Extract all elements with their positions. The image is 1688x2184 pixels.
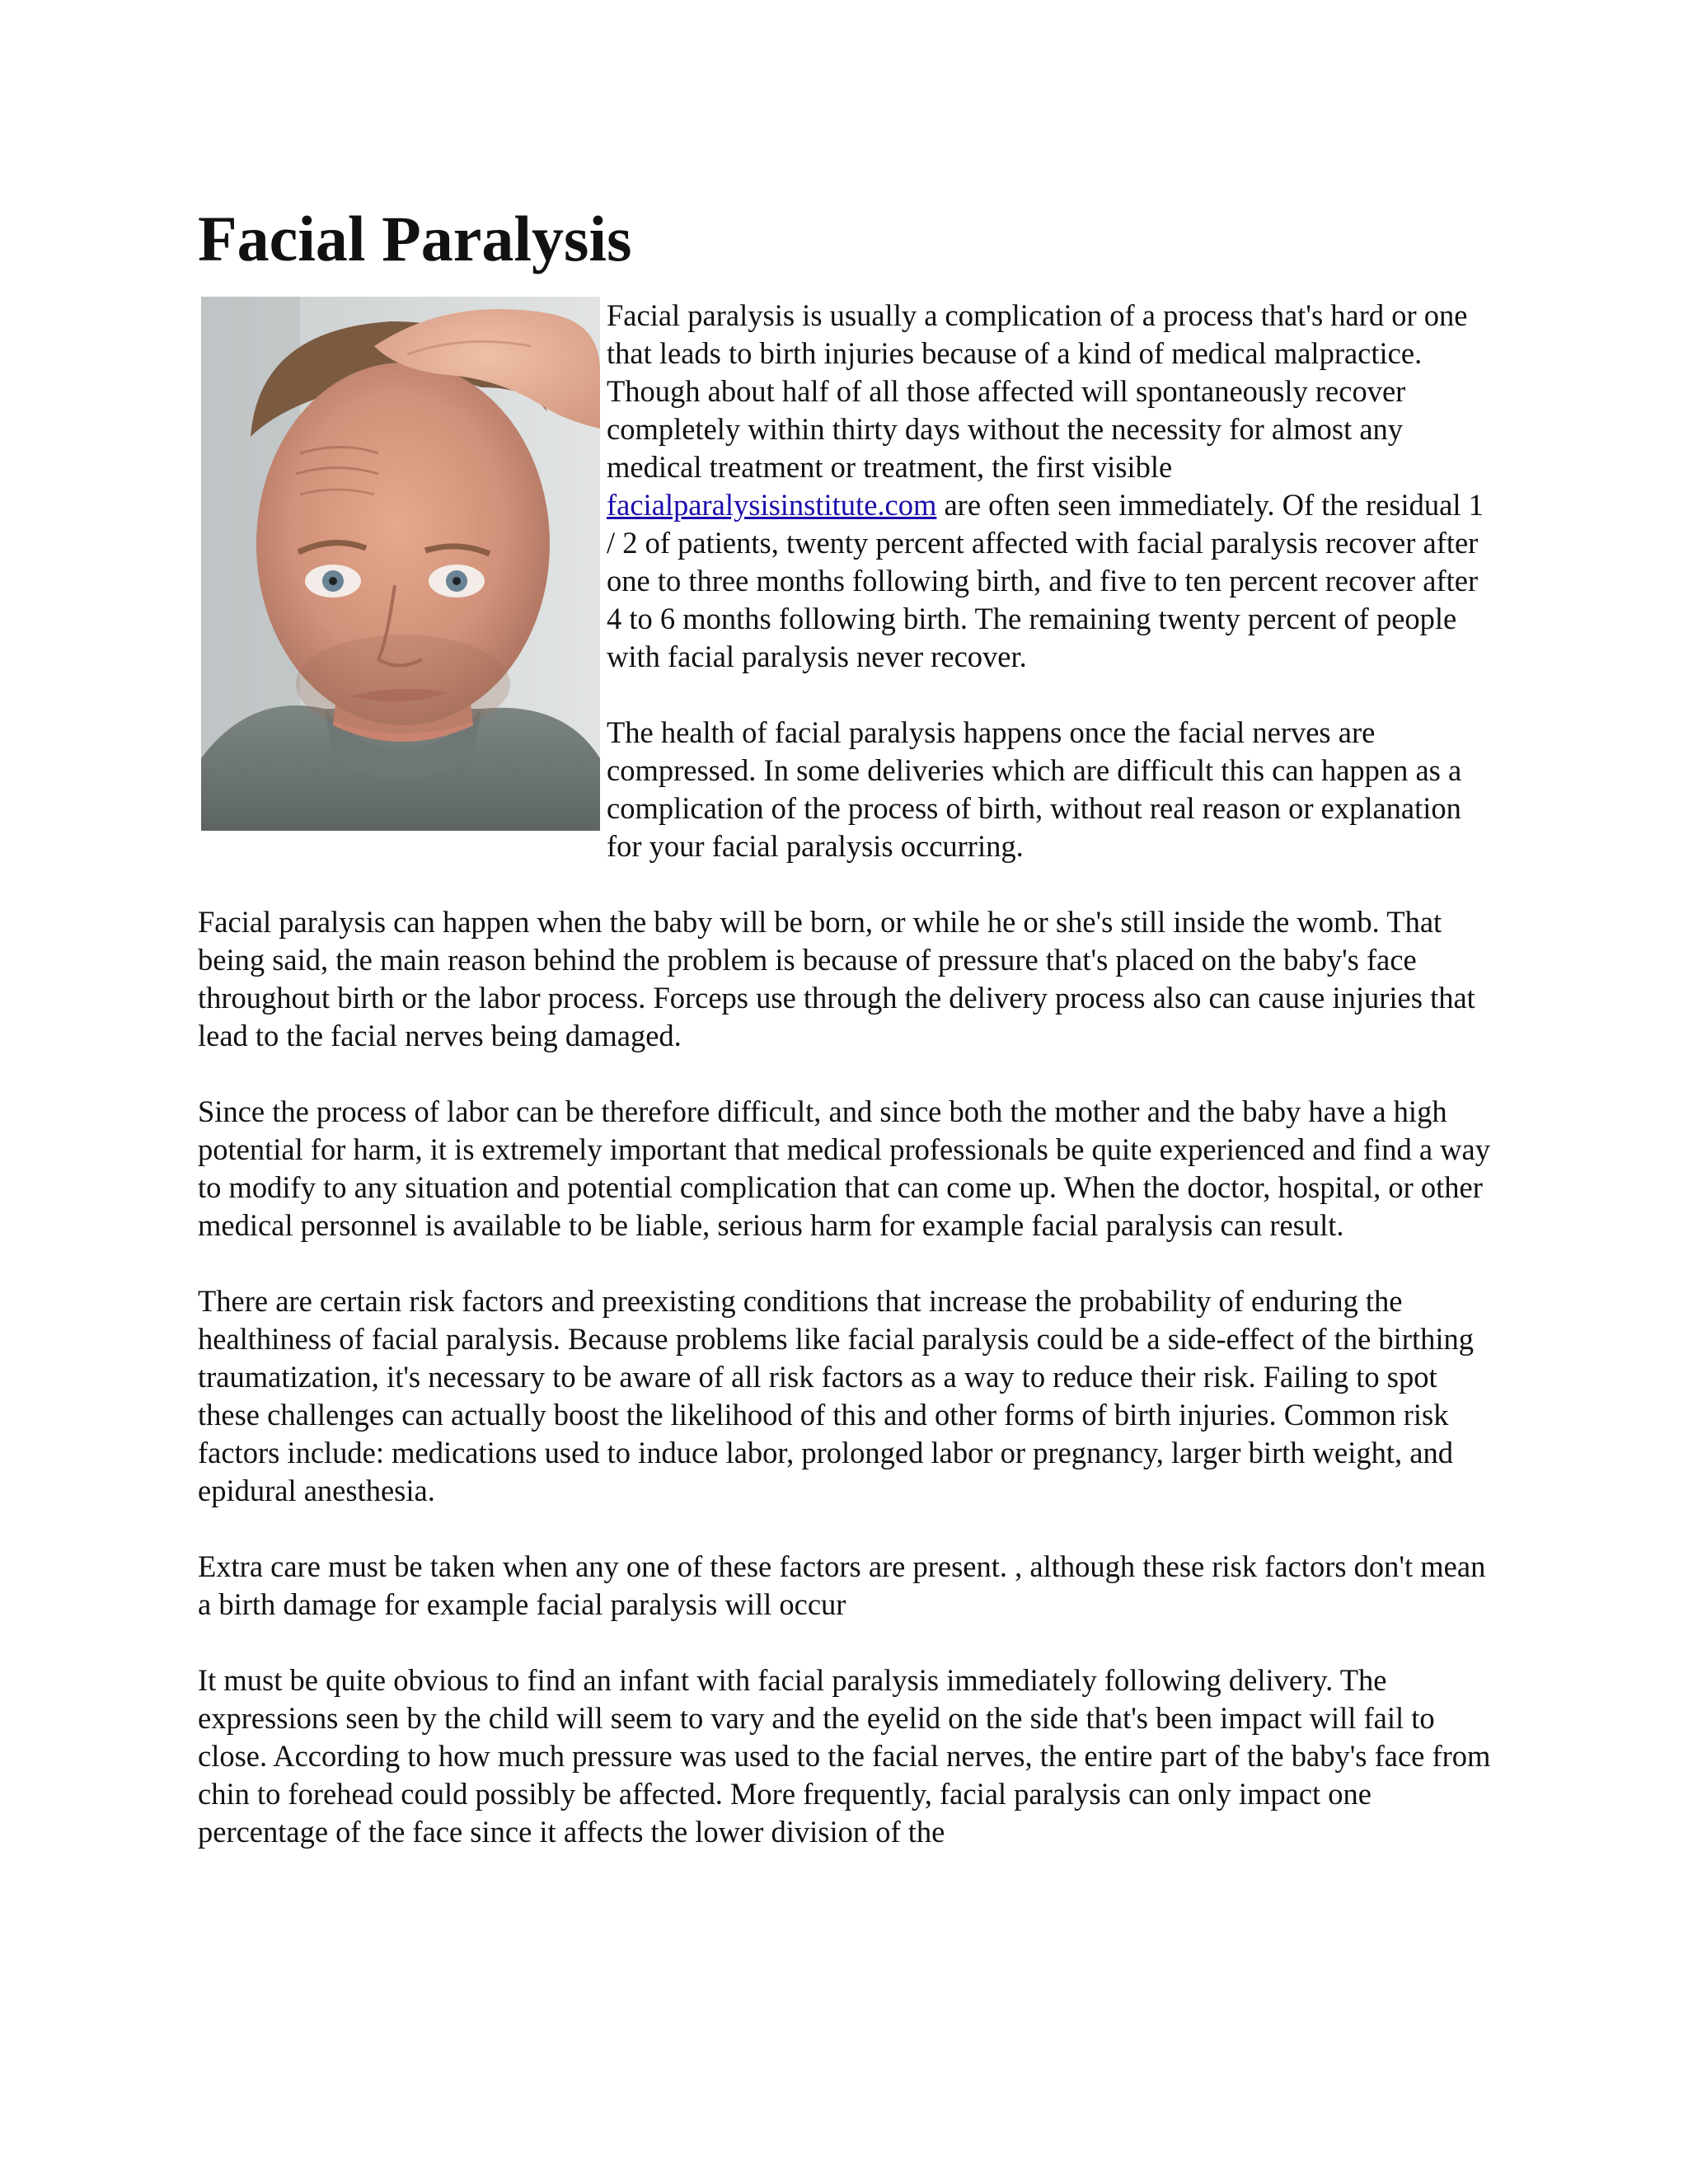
- page-title: Facial Paralysis: [198, 203, 632, 274]
- paragraph-6: Extra care must be taken when any one of these factors are present. , although these risk factors don't mean a birth damage for example facial paralysis will occur: [198, 1549, 1486, 1621]
- paragraph-5: There are certain risk factors and preexisting conditions that increase the probability of enduring the healthiness of facial paralysis. Because problems like facial paralysis could be a side-effect of the birthing traumatization, it's necessary to be aware of all risk factors as a way to reduce their risk. Failing to spot these challenges can actually boost the likelihood of this and other forms of birth injuries. Common risk factors include: medications used to induce labor, prolonged labor or pregnancy, larger birth weight, and epidural anesthesia.: [198, 1284, 1474, 1507]
- paragraph-3: Facial paralysis can happen when the baby will be born, or while he or she's still inside the womb. That being said, the main reason behind the problem is because of pressure that's placed on the baby's face throughout birth or the labor process. Forceps use through the delivery process also can cause injuries that lead to the facial nerves being damaged.: [198, 905, 1475, 1052]
- paragraph-4: Since the process of labor can be therefore difficult, and since both the mother and the baby have a high potential for harm, it is extremely important that medical professionals be quite experienced and find a way to modify to any situation and potential complication that can come up. When the doctor, hospital, or other medical personnel is available to be liable, serious harm for example facial paralysis can result.: [198, 1094, 1490, 1242]
- paragraph-1-text-before: Facial paralysis is usually a complication of a process that's hard or one that leads to birth injuries because of a kind of medical malpractice. Though about half of all those affected will spontaneously recover completely within thirty days without the necessity for almost any medical treatment or treatment, the first visible: [607, 298, 1468, 484]
- paragraph-2: The health of facial paralysis happens once the facial nerves are compressed. In some deliveries which are difficult this can happen as a complication of the process of birth, without real reason or explanation for your facial paralysis occurring.: [607, 715, 1462, 863]
- document-page: [198, 198, 1492, 1851]
- paragraph-1-text-after: are often seen immediately. Of the residual 1 / 2 of patients, twenty percent affected with facial paralysis recover after one to three months following birth, and five to ten percent recover after 4 to 6 months following birth. The remaining twenty percent of people with facial paralysis never recover.: [607, 488, 1484, 673]
- man-face-photo-icon: [201, 297, 600, 831]
- paragraph-7: It must be quite obvious to find an infant with facial paralysis immediately following delivery. The expressions seen by the child will seem to vary and the eyelid on the side that's been impact will fail to close. According to how much pressure was used to the facial nerves, the entire part of the baby's face from chin to forehead could possibly be affected. More frequently, facial paralysis can only impact one percentage of the face since it affects the lower division of the: [198, 1663, 1491, 1849]
- article-body: [198, 297, 1492, 1851]
- facialparalysisinstitute-link[interactable]: facialparalysisinstitute.com: [607, 488, 937, 522]
